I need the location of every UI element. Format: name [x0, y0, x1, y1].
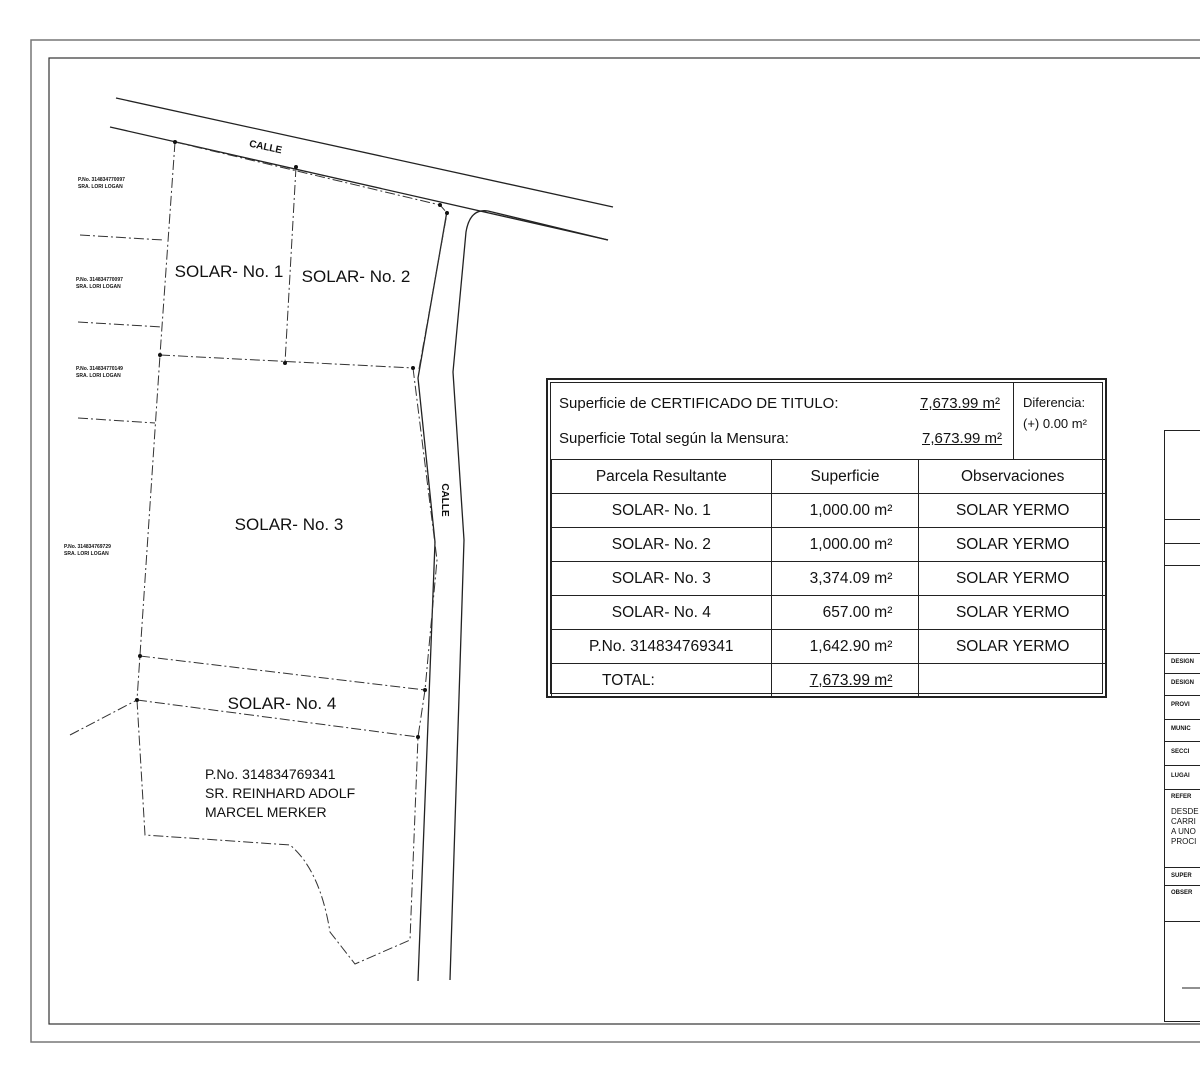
cell-parcel: P.No. 314834769341 — [552, 630, 772, 664]
table-row — [552, 630, 1107, 664]
survey-point — [173, 140, 177, 144]
title-block-row: OBSER — [1171, 890, 1193, 896]
column-header: Superficie — [771, 460, 919, 494]
table-row — [552, 528, 1107, 562]
title-block-row: MUNIC — [1171, 726, 1191, 732]
cell-observation: SOLAR YERMO — [919, 630, 1107, 664]
table-total-row — [552, 664, 1107, 698]
parcel-label-solar2: SOLAR- No. 2 — [301, 267, 411, 286]
neighbor-line-1 — [80, 235, 163, 240]
survey-point — [423, 688, 427, 692]
title-block-divider — [1165, 885, 1200, 886]
title-block-row: DESDE — [1171, 807, 1199, 816]
title-block-row: LUGAI — [1171, 773, 1190, 779]
total-value: 7,673.99 m² — [771, 664, 919, 698]
boundary-east-solar3 — [413, 368, 437, 690]
cell-area: 1,642.90 m² — [771, 630, 919, 664]
survey-point — [283, 361, 287, 365]
title-block-divider — [1165, 741, 1200, 742]
neighbor-owner: SRA. LORI LOGAN — [76, 373, 121, 379]
total-empty-cell — [919, 664, 1107, 698]
parcel-label-solar4: SOLAR- No. 4 — [227, 694, 337, 713]
title-block-divider — [1165, 719, 1200, 720]
cell-parcel: SOLAR- No. 3 — [552, 562, 772, 596]
resulting-parcels-table — [551, 459, 1107, 698]
title-block-divider — [1165, 921, 1200, 922]
cell-observation: SOLAR YERMO — [919, 494, 1107, 528]
parcel-label-solar3: SOLAR- No. 3 — [234, 515, 344, 534]
title-block-divider — [1165, 867, 1200, 868]
cell-observation: SOLAR YERMO — [919, 596, 1107, 630]
title-block-divider — [1165, 543, 1200, 544]
survey-point — [135, 698, 139, 702]
boundary-west — [137, 142, 175, 700]
neighbor-parcel-number: P.No. 314834770149 — [76, 366, 123, 372]
title-block-row: PROCI — [1171, 837, 1197, 846]
boundary-solar3-solar4 — [140, 656, 425, 690]
owner-name-line1: SR. REINHARD ADOLF — [205, 785, 356, 801]
title-block-row: REFER — [1171, 794, 1192, 800]
owner-name-line2: MARCEL MERKER — [205, 804, 327, 820]
title-block-divider — [1165, 789, 1200, 790]
cell-parcel: SOLAR- No. 4 — [552, 596, 772, 630]
mensura-label: Superficie Total según la Mensura: — [559, 430, 789, 447]
street-label-right: CALLE — [439, 483, 450, 517]
neighbor-line-4 — [70, 700, 137, 735]
mensura-value: 7,673.99 m² — [922, 430, 1003, 447]
owner-parcel-number: P.No. 314834769341 — [205, 766, 336, 782]
cell-parcel: SOLAR- No. 2 — [552, 528, 772, 562]
street-edge-left — [418, 211, 447, 981]
neighbor-line-3 — [78, 418, 155, 423]
boundary-solar1-solar2 — [285, 167, 296, 363]
neighbor-owner: SRA. LORI LOGAN — [78, 184, 123, 190]
street-edge-top-outer — [116, 98, 613, 207]
title-block-row: SECCI — [1171, 749, 1190, 755]
title-block-divider — [1165, 653, 1200, 654]
cell-area: 3,374.09 m² — [771, 562, 919, 596]
area-summary-inner — [550, 382, 1103, 694]
parcel-label-solar1: SOLAR- No. 1 — [174, 262, 284, 281]
cert-label: Superficie de CERTIFICADO DE TITULO: — [559, 395, 839, 412]
neighbor-parcel-number: P.No. 314834770097 — [76, 277, 123, 283]
title-block-divider — [1165, 673, 1200, 674]
title-block-row: PROVI — [1171, 702, 1190, 708]
area-summary-table — [546, 378, 1107, 698]
survey-point — [438, 203, 442, 207]
title-block — [1164, 430, 1200, 1022]
title-block-divider — [1165, 765, 1200, 766]
cell-area: 1,000.00 m² — [771, 494, 919, 528]
table-row — [552, 562, 1107, 596]
boundary-solar12-solar3 — [160, 355, 413, 368]
title-block-divider — [1165, 565, 1200, 566]
neighbor-parcel-number: P.No. 314834769729 — [64, 544, 111, 550]
survey-point — [411, 366, 415, 370]
table-header-row — [552, 460, 1107, 494]
boundary-owner-parcel — [137, 690, 425, 964]
cell-area: 1,000.00 m² — [771, 528, 919, 562]
survey-point — [445, 211, 449, 215]
survey-point — [416, 735, 420, 739]
cell-area: 657.00 m² — [771, 596, 919, 630]
neighbor-owner: SRA. LORI LOGAN — [76, 284, 121, 290]
survey-point — [294, 165, 298, 169]
title-block-divider — [1165, 695, 1200, 696]
neighbor-line-2 — [78, 322, 162, 327]
cell-observation: SOLAR YERMO — [919, 528, 1107, 562]
cell-observation: SOLAR YERMO — [919, 562, 1107, 596]
title-block-row: A UNO — [1171, 827, 1196, 836]
street-label-top: CALLE — [248, 138, 283, 157]
boundary-north-east — [175, 142, 447, 369]
title-block-row: DESIGN — [1171, 659, 1195, 665]
survey-point — [158, 353, 162, 357]
column-header: Observaciones — [919, 460, 1107, 494]
total-label: TOTAL: — [552, 664, 772, 698]
column-header: Parcela Resultante — [552, 460, 772, 494]
table-row — [552, 596, 1107, 630]
neighbor-owner: SRA. LORI LOGAN — [64, 551, 109, 557]
title-block-row: DESIGN — [1171, 680, 1195, 686]
diff-label: Diferencia: — [1023, 395, 1086, 410]
neighbor-parcel-number: P.No. 314834770097 — [78, 177, 125, 183]
cell-parcel: SOLAR- No. 1 — [552, 494, 772, 528]
survey-point — [138, 654, 142, 658]
diff-value: (+) 0.00 m² — [1023, 416, 1087, 431]
title-block-divider — [1165, 519, 1200, 520]
title-block-row: CARRI — [1171, 817, 1196, 826]
diff-divider — [1013, 383, 1014, 459]
cert-value: 7,673.99 m² — [920, 395, 1001, 412]
title-block-row: SUPER — [1171, 873, 1192, 879]
table-row — [552, 494, 1107, 528]
